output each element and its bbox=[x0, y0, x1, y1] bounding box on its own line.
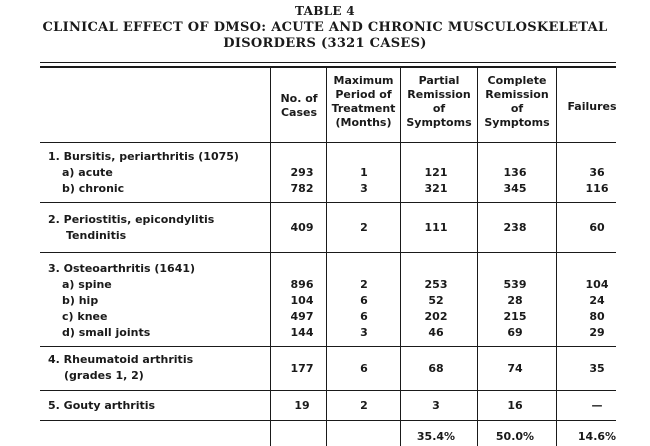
cell-failures: 80 bbox=[589, 310, 605, 323]
cell-failures: 24 bbox=[589, 294, 605, 307]
header-failures: Failures bbox=[567, 100, 617, 113]
cell-failures: 116 bbox=[585, 182, 609, 195]
cell-complete: 136 bbox=[503, 166, 527, 179]
cell-period: 6 bbox=[360, 310, 368, 323]
group-rule bbox=[40, 390, 616, 391]
cell-cases: 497 bbox=[290, 310, 314, 323]
cell-cases: 177 bbox=[290, 362, 314, 375]
cell-partial: 321 bbox=[424, 182, 448, 195]
top-rule-1 bbox=[40, 62, 616, 63]
row-label: (grades 1, 2) bbox=[64, 369, 144, 382]
table-title-line-2: DISORDERS (3321 CASES) bbox=[223, 36, 427, 51]
cell-cases: 144 bbox=[290, 326, 314, 339]
cell-partial: 3 bbox=[432, 399, 440, 412]
cell-complete: 74 bbox=[507, 362, 523, 375]
cell-failures: — bbox=[591, 399, 603, 412]
cell-complete: 69 bbox=[507, 326, 523, 339]
header-partial: Partial Remission of Symptoms bbox=[406, 74, 472, 129]
cell-failures: 60 bbox=[589, 221, 605, 234]
cell-partial: 68 bbox=[428, 362, 444, 375]
row-label: 2. Periostitis, epicondylitis bbox=[48, 213, 215, 226]
cell-failures: 35 bbox=[589, 362, 605, 375]
group-rule bbox=[40, 252, 616, 253]
header-cases: No. of Cases bbox=[280, 92, 318, 119]
header-complete: Complete Remission of Symptoms bbox=[484, 74, 550, 129]
cell-complete: 539 bbox=[503, 278, 527, 291]
cell-cases: 782 bbox=[290, 182, 314, 195]
cell-period: 3 bbox=[360, 326, 368, 339]
total-partial: 35.4% bbox=[416, 430, 456, 443]
cell-cases: 19 bbox=[294, 399, 310, 412]
cell-partial: 46 bbox=[428, 326, 444, 339]
cell-failures: 29 bbox=[589, 326, 605, 339]
cell-partial: 202 bbox=[424, 310, 448, 323]
row-label: 4. Rheumatoid arthritis bbox=[48, 353, 194, 366]
row-label: 3. Osteoarthritis (1641) bbox=[48, 262, 196, 275]
cell-partial: 52 bbox=[428, 294, 444, 307]
header-period: Maximum Period of Treatment (Months) bbox=[331, 74, 396, 129]
cell-period: 6 bbox=[360, 294, 368, 307]
top-rule-2 bbox=[40, 66, 616, 68]
cell-partial: 121 bbox=[424, 166, 448, 179]
row-label: a) spine bbox=[62, 278, 112, 291]
table-number: TABLE 4 bbox=[295, 4, 355, 18]
row-label: b) hip bbox=[62, 294, 99, 307]
cell-cases: 896 bbox=[290, 278, 314, 291]
cell-partial: 111 bbox=[424, 221, 448, 234]
cell-period: 1 bbox=[360, 166, 368, 179]
cell-complete: 345 bbox=[503, 182, 527, 195]
row-label: 5. Gouty arthritis bbox=[48, 399, 156, 412]
table-title-line-1: CLINICAL EFFECT OF DMSO: ACUTE AND CHRONIC MUSCULOSKELETAL bbox=[42, 20, 608, 35]
cell-failures: 36 bbox=[589, 166, 605, 179]
cell-cases: 104 bbox=[290, 294, 314, 307]
total-complete: 50.0% bbox=[495, 430, 535, 443]
cell-partial: 253 bbox=[424, 278, 448, 291]
group-rule bbox=[40, 420, 616, 421]
row-label: a) acute bbox=[62, 166, 113, 179]
row-label: Tendinitis bbox=[66, 229, 127, 242]
col-divider-5 bbox=[556, 66, 557, 446]
header-rule bbox=[40, 142, 616, 143]
cell-complete: 215 bbox=[503, 310, 527, 323]
total-failures: 14.6% bbox=[577, 430, 617, 443]
cell-cases: 409 bbox=[290, 221, 314, 234]
cell-failures: 104 bbox=[585, 278, 609, 291]
col-divider-1 bbox=[270, 66, 271, 446]
cell-complete: 16 bbox=[507, 399, 523, 412]
cell-period: 3 bbox=[360, 182, 368, 195]
cell-period: 2 bbox=[360, 399, 368, 412]
cell-complete: 28 bbox=[507, 294, 523, 307]
row-label: 1. Bursitis, periarthritis (1075) bbox=[48, 150, 239, 163]
row-label: c) knee bbox=[62, 310, 108, 323]
cell-cases: 293 bbox=[290, 166, 314, 179]
group-rule bbox=[40, 346, 616, 347]
cell-period: 2 bbox=[360, 221, 368, 234]
cell-period: 2 bbox=[360, 278, 368, 291]
cell-complete: 238 bbox=[503, 221, 527, 234]
cell-period: 6 bbox=[360, 362, 368, 375]
row-label: b) chronic bbox=[62, 182, 125, 195]
group-rule bbox=[40, 202, 616, 203]
row-label: d) small joints bbox=[62, 326, 151, 339]
